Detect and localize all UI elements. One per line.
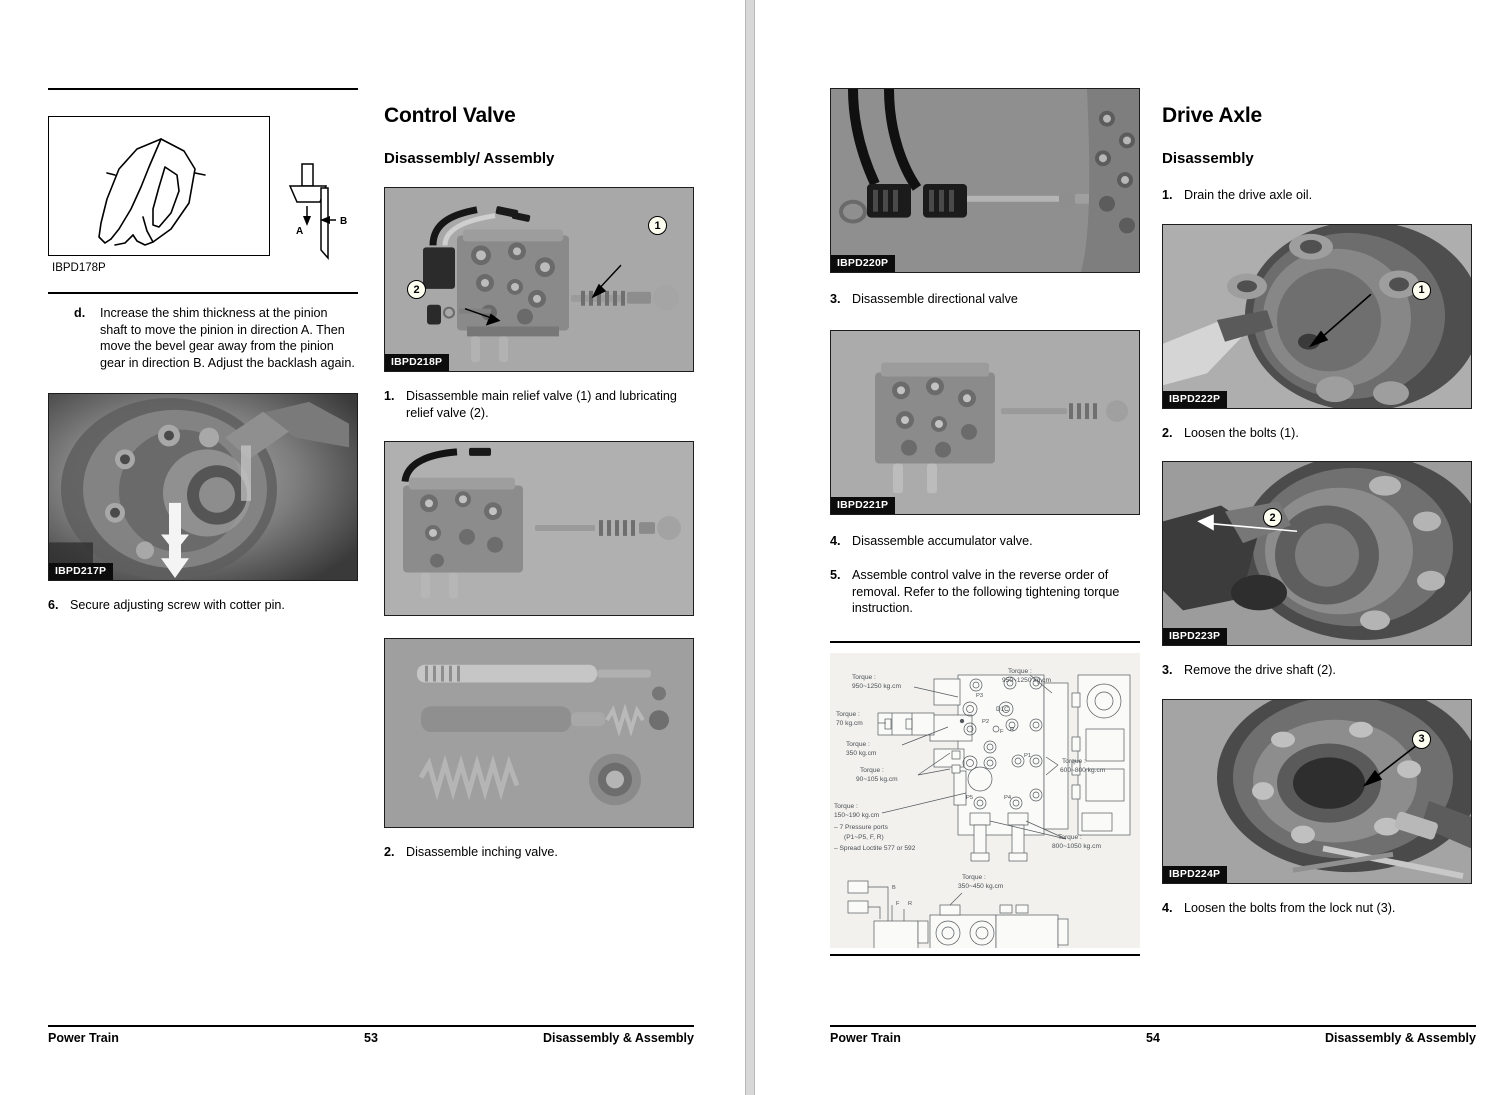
- torque-label-2: Torque :: [836, 710, 860, 718]
- port-label-p3: P3: [976, 692, 984, 699]
- gear-tooth-drawing: [49, 117, 270, 256]
- footer-right-label-2: Disassembly & Assembly: [1324, 1031, 1476, 1045]
- torque-value-9: 350~450 kg.cm: [958, 882, 1004, 890]
- step-1-drive-axle-text: Drain the drive axle oil.: [1184, 188, 1313, 202]
- photo-accumulator-valve: [831, 331, 1139, 514]
- divider-after-torque-diagram: [830, 954, 1140, 956]
- step-4-drive-axle-text: Loosen the bolts from the lock nut (3).: [1184, 900, 1396, 915]
- footer-right-label: Disassembly & Assembly: [542, 1031, 694, 1045]
- torque-value-5: 150~190 kg.cm: [834, 811, 880, 819]
- torque-value-7: 600~800 kg.cm: [1060, 766, 1106, 774]
- step-2-number: 2.: [384, 845, 395, 859]
- figure-control-valve-spool: [384, 441, 694, 616]
- footer-left: [48, 1025, 694, 1049]
- step-4-accumulator-valve: [830, 533, 1140, 550]
- footer-left-label: Power Train: [48, 1031, 119, 1045]
- step-4-drive-axle: [1162, 900, 1472, 917]
- figure-caption-ibpd178p: IBPD178P: [52, 262, 106, 274]
- svg-text:B: B: [340, 216, 348, 227]
- figure-caption-ibpd223p: IBPD223P: [1163, 628, 1227, 645]
- step-6-number: 6.: [48, 598, 59, 612]
- callout-2: 2: [407, 280, 426, 299]
- step-3-drive-axle: [1162, 662, 1472, 679]
- divider-mid-a: [48, 292, 358, 294]
- torque-label-1: Torque :: [852, 673, 876, 681]
- figure-ibpd221p: [830, 330, 1140, 515]
- step-d-number: d.: [74, 306, 86, 320]
- torque-diagram-svg: [830, 653, 1140, 948]
- column-b: [384, 104, 694, 861]
- torque-label-4: Torque :: [860, 766, 884, 774]
- step-2-drive-axle: [1162, 425, 1472, 442]
- subtitle-disassembly-assembly: Disassembly/ Assembly: [384, 150, 555, 167]
- photo-lock-nut-bolts: [1163, 700, 1471, 883]
- figure-ibpd220p: [830, 88, 1140, 273]
- callout-drive-axle-1: 1: [1412, 281, 1431, 300]
- photo-bevel-gear-housing: [49, 394, 357, 580]
- photo-drive-shaft: [1163, 462, 1471, 645]
- figure-caption-ibpd218p: IBPD218P: [385, 354, 449, 371]
- figure-ibpd178p: [48, 116, 270, 256]
- sub-port-label-f: F: [896, 900, 900, 907]
- step-5-assemble-control-valve: [830, 567, 1140, 617]
- page-spine: [745, 0, 755, 1095]
- torque-label-7: Torque :: [1062, 757, 1086, 765]
- step-1-drive-axle: [1162, 187, 1472, 204]
- figure-ibpd218p: [384, 187, 694, 372]
- torque-label-5: Torque :: [834, 802, 858, 810]
- callout-1: 1: [648, 216, 667, 235]
- figure-caption-ibpd220p: IBPD220P: [831, 255, 895, 272]
- step-1-drive-axle-number: 1.: [1162, 188, 1173, 202]
- step-1-control-valve: [384, 388, 694, 421]
- figure-ibpd223p: [1162, 461, 1472, 646]
- step-2-text: Disassemble inching valve.: [406, 845, 558, 859]
- torque-value-3: 350 kg.cm: [846, 749, 877, 757]
- step-3-drive-axle-number: 3.: [1162, 663, 1173, 677]
- footer-right: [830, 1025, 1476, 1049]
- torque-value-8: 800~1050 kg.cm: [1052, 842, 1101, 850]
- step-2-drive-axle-number: 2.: [1162, 425, 1173, 440]
- figure-ibpd222p: [1162, 224, 1472, 409]
- torque-label-6: Torque :: [1008, 667, 1032, 675]
- divider-top-a: [48, 88, 358, 90]
- subtitle-disassembly: Disassembly: [1162, 150, 1254, 167]
- torque-value-2: 70 kg.cm: [836, 719, 863, 727]
- direction-sketch: [284, 158, 354, 268]
- photo-directional-valve: [831, 89, 1139, 272]
- figure-ibpd217p: [48, 393, 358, 581]
- footer-divider-left: [48, 1025, 694, 1027]
- step-3-drive-axle-text: Remove the drive shaft (2).: [1184, 663, 1336, 677]
- step-5-text: Assemble control valve in the reverse order of removal. Refer to the following tightening torque instruction.: [852, 568, 1120, 615]
- figure-caption-ibpd217p: IBPD217P: [49, 563, 113, 580]
- torque-note-1: – 7 Pressure ports: [834, 823, 888, 831]
- step-1-number: 1.: [384, 389, 395, 403]
- page-title-drive-axle: Drive Axle: [1162, 104, 1262, 127]
- divider-before-torque-diagram: [830, 641, 1140, 643]
- port-label-d1c: D1C: [996, 705, 1009, 713]
- sub-port-label-b: B: [892, 884, 896, 891]
- port-label-p2: P2: [982, 718, 990, 725]
- port-label-p5: P5: [966, 794, 974, 801]
- step-3-directional-valve: [830, 291, 1140, 308]
- page-left: [0, 0, 745, 1095]
- step-4-number: 4.: [830, 533, 841, 548]
- torque-label-8: Torque :: [1058, 833, 1082, 841]
- step-2-control-valve: [384, 844, 694, 861]
- step-1-text: Disassemble main relief valve (1) and lubricating relief valve (2).: [406, 389, 677, 420]
- torque-value-4: 90~105 kg.cm: [856, 775, 898, 783]
- step-6-text: Secure adjusting screw with cotter pin.: [70, 598, 285, 612]
- page-right: [756, 0, 1506, 1095]
- port-label-f: F: [1000, 728, 1004, 735]
- torque-value-1: 950~1250 kg.cm: [852, 682, 901, 690]
- step-3-number: 3.: [830, 292, 841, 306]
- port-label-p4: P4: [1004, 794, 1012, 801]
- torque-note-3: – Spread Loctite 577 or 592: [834, 844, 916, 852]
- step-4-drive-axle-number: 4.: [1162, 900, 1173, 915]
- torque-note-2: (P1~P5, F, R): [844, 833, 884, 841]
- photo-control-valve-spool: [385, 442, 693, 615]
- figure-caption-ibpd222p: IBPD222P: [1163, 391, 1227, 408]
- column-c: [830, 88, 1140, 966]
- figure-inching-valve: [384, 638, 694, 828]
- step-6: [48, 597, 358, 614]
- column-a: [48, 88, 358, 614]
- footer-page-number-53: 53: [364, 1031, 378, 1045]
- column-d: [1162, 104, 1472, 916]
- sub-port-label-r: R: [908, 900, 913, 907]
- svg-text:A: A: [296, 226, 304, 237]
- step-d-text: Increase the shim thickness at the pinion shaft to move the pinion in direction A. Then move the bevel gear away from the pinion gear in direction B. Adjust the backlash again.: [100, 306, 355, 370]
- step-4-text: Disassemble accumulator valve.: [852, 533, 1033, 548]
- figure-ibpd224p: [1162, 699, 1472, 884]
- torque-value-6: 950~1250 kg.cm: [1002, 676, 1051, 684]
- callout-drive-axle-3: 3: [1412, 730, 1431, 749]
- step-2-drive-axle-text: Loosen the bolts (1).: [1184, 425, 1299, 440]
- port-label-r: R: [1010, 726, 1015, 733]
- photo-inching-valve-parts: [385, 639, 693, 827]
- step-d: [48, 305, 358, 371]
- torque-label-3: Torque :: [846, 740, 870, 748]
- figure-caption-ibpd224p: IBPD224P: [1163, 866, 1227, 883]
- photo-drive-axle-hub-bolts: [1163, 225, 1471, 408]
- footer-divider-right: [830, 1025, 1476, 1027]
- figure-caption-ibpd221p: IBPD221P: [831, 497, 895, 514]
- footer-page-number-54: 54: [1146, 1031, 1160, 1045]
- callout-drive-axle-2: 2: [1263, 508, 1282, 527]
- footer-left-label-2: Power Train: [830, 1031, 901, 1045]
- photo-control-valve-relief: [385, 188, 693, 371]
- step-3-text: Disassemble directional valve: [852, 292, 1018, 306]
- torque-label-9: Torque :: [962, 873, 986, 881]
- torque-diagram: [830, 653, 1140, 948]
- page-title-control-valve: Control Valve: [384, 104, 516, 127]
- port-label-p1: P1: [1024, 752, 1032, 759]
- step-5-number: 5.: [830, 568, 841, 582]
